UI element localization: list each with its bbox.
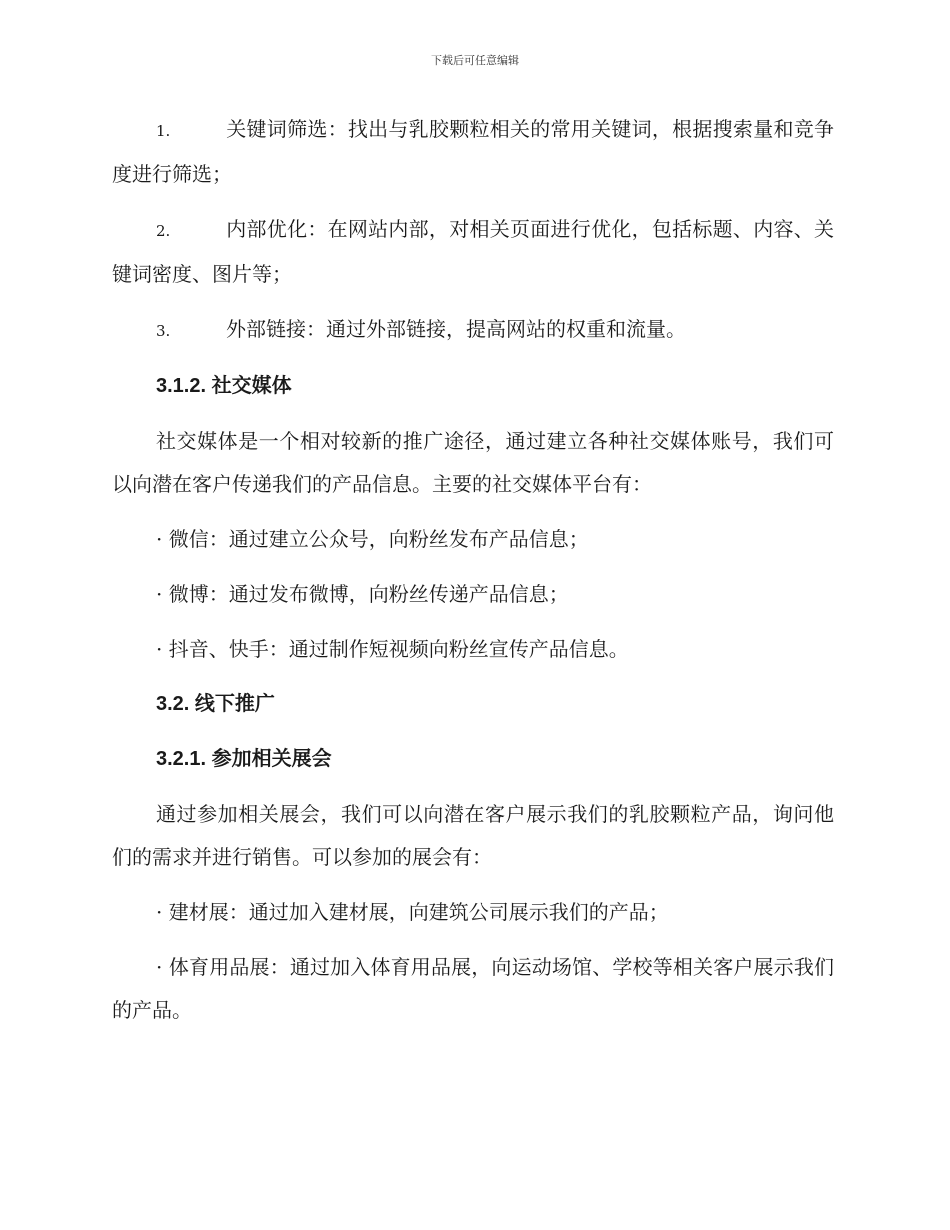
section-heading-exhibitions: 3.2.1. 参加相关展会 [156, 748, 332, 770]
numbered-list-item [112, 208, 834, 296]
list-number: 3. [156, 322, 171, 340]
numbered-list-item [112, 108, 834, 196]
list-item-text: 外部链接：通过外部链接，提高网站的权重和流量。 [226, 317, 686, 341]
exhibitions-intro: 通过参加相关展会，我们可以向潜在客户展示我们的乳胶颗粒产品，询问他们的需求并进行销售。可以参加的展会有： [112, 802, 834, 869]
bullet-item: · 体育用品展：通过加入体育用品展，向运动场馆、学校等相关客户展示我们的产品。 [112, 955, 834, 1022]
bullet-item: · 微博：通过发布微博，向粉丝传递产品信息； [156, 582, 569, 606]
bullet-item: · 建材展：通过加入建材展，向建筑公司展示我们的产品； [156, 900, 669, 924]
section-heading-social-media: 3.1.2. 社交媒体 [156, 375, 292, 397]
list-item-text: 内部优化：在网站内部，对相关页面进行优化，包括标题、内容、关键词密度、图片等； [112, 217, 834, 286]
list-number: 2. [156, 222, 171, 240]
numbered-list-item [112, 308, 834, 353]
list-number: 1. [156, 122, 171, 140]
document-body [112, 108, 834, 1044]
list-item-text: 关键词筛选：找出与乳胶颗粒相关的常用关键词，根据搜索量和竞争度进行筛选； [112, 117, 834, 186]
page-header: 下载后可任意编辑 [431, 54, 519, 67]
bullet-item: · 抖音、快手：通过制作短视频向粉丝宣传产品信息。 [156, 637, 629, 661]
section-heading-offline-promotion: 3.2. 线下推广 [156, 693, 275, 715]
bullet-item: · 微信：通过建立公众号，向粉丝发布产品信息； [156, 527, 589, 551]
social-media-intro: 社交媒体是一个相对较新的推广途径，通过建立各种社交媒体账号，我们可以向潜在客户传递我们的产品信息。主要的社交媒体平台有： [112, 429, 834, 496]
